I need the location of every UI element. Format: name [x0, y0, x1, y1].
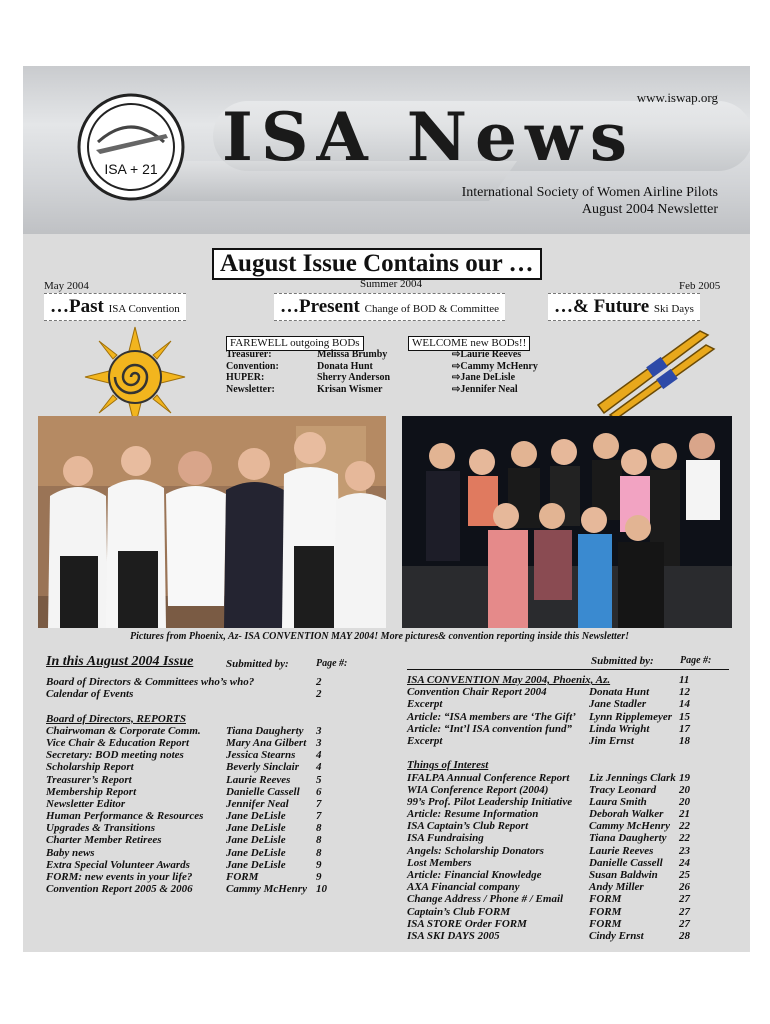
toc-item: Newsletter Editor [46, 797, 126, 810]
toc-row [46, 786, 346, 798]
toc-submitter: Tiana Daugherty [226, 724, 304, 737]
svg-text:ISA + 21: ISA + 21 [104, 161, 158, 177]
toc-submitter: Jane DeLisle [226, 822, 286, 835]
toc-page-number: 22 [679, 832, 690, 845]
toc-item: AXA Financial company [407, 881, 520, 894]
toc-item: Captain’s Club FORM [407, 905, 511, 918]
toc-page-number: 10 [316, 883, 327, 896]
toc-item: Scholarship Report [46, 761, 134, 774]
toc-page-number: 8 [316, 846, 322, 859]
toc-row [407, 686, 727, 698]
toc-item: Lost Members [407, 856, 472, 869]
toc-submitter: Jane DeLisle [226, 834, 286, 847]
toc-submitter: Danielle Cassell [226, 785, 300, 798]
toc-submitted-header-right: Submitted by: [591, 655, 654, 667]
toc-item: Article: Resume Information [407, 808, 539, 821]
toc-item: Board of Directors, REPORTS [46, 712, 186, 725]
masthead-title: ISA News [222, 98, 636, 176]
toc-item: Excerpt [407, 698, 443, 711]
toc-page-number: 26 [679, 881, 690, 894]
toc-item: Charter Member Retirees [46, 834, 162, 847]
toc-item: Calendar of Events [46, 688, 134, 701]
toc-row [407, 906, 727, 918]
toc-submitted-header-left: Submitted by: [226, 658, 289, 670]
toc-row [407, 930, 727, 942]
toc-submitter: FORM [589, 917, 622, 930]
toc-submitter: Jane DeLisle [226, 810, 286, 823]
farewell-names: Melissa Brumby Donata Hunt Sherry Anderson Krisan Wismer [317, 349, 391, 395]
toc-row [407, 747, 727, 759]
toc-row [407, 759, 727, 771]
present-date: Summer 2004 [360, 278, 423, 290]
toc-page-number: 17 [679, 722, 690, 735]
toc-submitter: Lynn Ripplemeyer [589, 710, 672, 723]
toc-item: ISA CONVENTION May 2004, Phoenix, Az. [407, 674, 611, 686]
toc-item: FORM: new events in your life? [46, 871, 193, 883]
toc-page-number: 20 [679, 783, 690, 796]
toc-row [407, 820, 727, 832]
sun-icon [83, 325, 187, 429]
toc-page-number: 6 [316, 785, 322, 798]
toc-page-number: 27 [679, 893, 690, 906]
toc-submitter: Deborah Walker [589, 808, 664, 821]
toc-row [46, 725, 346, 737]
toc-item: Secretary: BOD meeting notes [46, 749, 184, 762]
toc-right-column [407, 674, 727, 942]
toc-row [407, 735, 727, 747]
photo-caption: Pictures from Phoenix, Az- ISA CONVENTION MAY 2004! More pictures& convention reporting inside this Newsletter! [130, 631, 630, 642]
toc-item: ISA STORE Order FORM [407, 917, 527, 930]
toc-submitter: Liz Jennings Clark [589, 771, 676, 784]
toc-submitter: Cammy McHenry [589, 820, 670, 833]
toc-page-number: 15 [679, 710, 690, 723]
toc-row [46, 713, 346, 725]
toc-page-number: 24 [679, 856, 690, 869]
toc-row [407, 881, 727, 893]
toc-submitter: Tracy Leonard [589, 783, 657, 796]
toc-title: In this August 2004 Issue [46, 654, 194, 669]
isa-logo [76, 92, 186, 202]
toc-item: ISA SKI DAYS 2005 [407, 929, 500, 942]
toc-row [46, 688, 346, 700]
toc-row [407, 674, 727, 686]
toc-page-number: 23 [679, 844, 690, 857]
toc-row [46, 676, 346, 688]
toc-submitter: Jane Stadler [589, 698, 647, 711]
toc-row [407, 918, 727, 930]
toc-page-number: 5 [316, 773, 322, 786]
future-banner: …& Future Ski Days [548, 293, 700, 321]
toc-item: Extra Special Volunteer Awards [46, 858, 190, 871]
farewell-label: FAREWELL outgoing BODs [226, 336, 364, 351]
toc-row [46, 859, 346, 871]
toc-submitter: Jessica Stearns [226, 749, 296, 762]
toc-item: Vice Chair & Education Report [46, 736, 190, 749]
toc-item: 99’s Prof. Pilot Leadership Initiative [407, 795, 573, 808]
toc-row [407, 869, 727, 881]
toc-submitter: Jennifer Neal [226, 797, 289, 810]
toc-page-number: 7 [316, 797, 322, 810]
welcome-label: WELCOME new BODs!! [408, 336, 530, 351]
past-banner: …Past ISA Convention [44, 293, 186, 321]
toc-row [407, 723, 727, 735]
toc-page-number: 9 [316, 858, 322, 871]
toc-row [407, 857, 727, 869]
toc-submitter: Andy Miller [589, 881, 644, 894]
toc-item: ISA Captain’s Club Report [407, 820, 529, 833]
future-date: Feb 2005 [679, 280, 721, 292]
toc-row [407, 772, 727, 784]
toc-page-number: 11 [679, 674, 690, 686]
toc-row [46, 774, 346, 786]
toc-item: Chairwoman & Corporate Comm. [46, 724, 201, 737]
toc-submitter: Laura Smith [589, 795, 647, 808]
issue-headline: August Issue Contains our … [212, 248, 542, 280]
toc-row [46, 700, 346, 712]
toc-submitter: Laurie Reeves [226, 773, 291, 786]
toc-row [46, 834, 346, 846]
toc-submitter: Cindy Ernst [589, 929, 644, 942]
toc-submitter: Jim Ernst [589, 734, 634, 747]
toc-item: Board of Directors & Committees who’s who? [46, 676, 255, 688]
issue-date: August 2004 Newsletter [581, 202, 718, 217]
toc-page-number: 2 [316, 688, 322, 701]
toc-page-number: 7 [316, 810, 322, 823]
farewell-roles: Treasurer: Convention: HUPER: Newsletter: [226, 349, 279, 395]
toc-page-number: 8 [316, 822, 322, 835]
toc-item: Membership Report [46, 785, 137, 798]
toc-row [46, 871, 346, 883]
toc-row [407, 808, 727, 820]
toc-submitter: FORM [589, 905, 622, 918]
toc-submitter: Danielle Cassell [589, 856, 663, 869]
toc-page-number: 3 [316, 724, 322, 737]
toc-item: IFALPA Annual Conference Report [407, 771, 570, 784]
toc-row [46, 737, 346, 749]
toc-right-rule [407, 669, 729, 670]
toc-row [46, 847, 346, 859]
toc-submitter: FORM [226, 871, 259, 883]
toc-row [407, 698, 727, 710]
toc-submitter: Donata Hunt [589, 686, 650, 699]
toc-submitter: Jane DeLisle [226, 846, 286, 859]
toc-row [46, 810, 346, 822]
toc-item: Treasurer’s Report [46, 773, 132, 786]
toc-row [407, 845, 727, 857]
toc-submitter: Susan Baldwin [589, 869, 658, 881]
toc-row [46, 749, 346, 761]
toc-item: Angels: Scholarship Donators [407, 844, 544, 857]
toc-item: Article: Financial Knowledge [407, 869, 542, 881]
toc-item: Upgrades & Transitions [46, 822, 156, 835]
toc-submitter: Beverly Sinclair [226, 761, 300, 774]
toc-item: Convention Report 2005 & 2006 [46, 883, 193, 896]
toc-page-number: 3 [316, 736, 322, 749]
skis-icon [592, 325, 716, 419]
toc-page-number: 2 [316, 676, 322, 688]
past-date: May 2004 [44, 280, 89, 292]
toc-page-number: 9 [316, 871, 322, 883]
toc-page-number: 4 [316, 749, 322, 762]
toc-page-number: 4 [316, 761, 322, 774]
toc-page-number: 25 [679, 869, 690, 881]
toc-page-number: 18 [679, 734, 690, 747]
toc-page-number: 27 [679, 905, 690, 918]
toc-left-column [46, 676, 346, 895]
toc-item: Article: “Int’l ISA convention fund” [407, 722, 573, 735]
toc-item: ISA Fundraising [407, 832, 484, 845]
toc-row [46, 798, 346, 810]
toc-row [407, 832, 727, 844]
toc-submitter: Jane DeLisle [226, 858, 286, 871]
toc-row [46, 761, 346, 773]
toc-item: Change Address / Phone # / Email [407, 893, 564, 906]
toc-page-number: 19 [679, 771, 690, 784]
toc-submitter: Laurie Reeves [589, 844, 654, 857]
toc-item: Article: “ISA members are ‘The Gift’ [407, 710, 576, 723]
toc-item: Convention Chair Report 2004 [407, 686, 547, 699]
toc-page-header-left: Page #: [316, 658, 348, 669]
toc-page-number: 12 [679, 686, 690, 699]
toc-row [407, 784, 727, 796]
toc-row [46, 822, 346, 834]
toc-page-number: 27 [679, 917, 690, 930]
toc-page-number: 20 [679, 795, 690, 808]
toc-page-number: 14 [679, 698, 690, 711]
toc-row [407, 796, 727, 808]
toc-submitter: Mary Ana Gilbert [226, 736, 307, 749]
toc-item: Baby news [46, 846, 95, 859]
toc-page-number: 28 [679, 929, 690, 942]
present-banner: …Present Change of BOD & Committee [274, 293, 505, 321]
toc-page-number: 8 [316, 834, 322, 847]
convention-group-photo-outdoor [402, 416, 732, 628]
welcome-names: ⇨Laurie Reeves ⇨Cammy McHenry ⇨Jane DeLisle ⇨Jennifer Neal [452, 349, 538, 395]
toc-submitter: Linda Wright [589, 722, 650, 735]
toc-page-number: 21 [679, 808, 690, 821]
toc-item: Excerpt [407, 734, 443, 747]
toc-item: WIA Conference Report (2004) [407, 783, 549, 796]
toc-submitter: FORM [589, 893, 622, 906]
website-url[interactable]: www.iswap.org [636, 90, 718, 105]
org-name: International Society of Women Airline Pilots [461, 185, 718, 200]
toc-item: Human Performance & Resources [46, 810, 204, 823]
masthead-subtitle [462, 184, 718, 218]
toc-item: Things of Interest [407, 759, 489, 772]
convention-group-photo-indoor [38, 416, 386, 628]
toc-page-header-right: Page #: [680, 655, 712, 666]
toc-page-number: 22 [679, 820, 690, 833]
toc-row [46, 883, 346, 895]
toc-submitter: Cammy McHenry [226, 883, 307, 896]
toc-row [407, 893, 727, 905]
toc-row [407, 711, 727, 723]
toc-submitter: Tiana Daugherty [589, 832, 667, 845]
